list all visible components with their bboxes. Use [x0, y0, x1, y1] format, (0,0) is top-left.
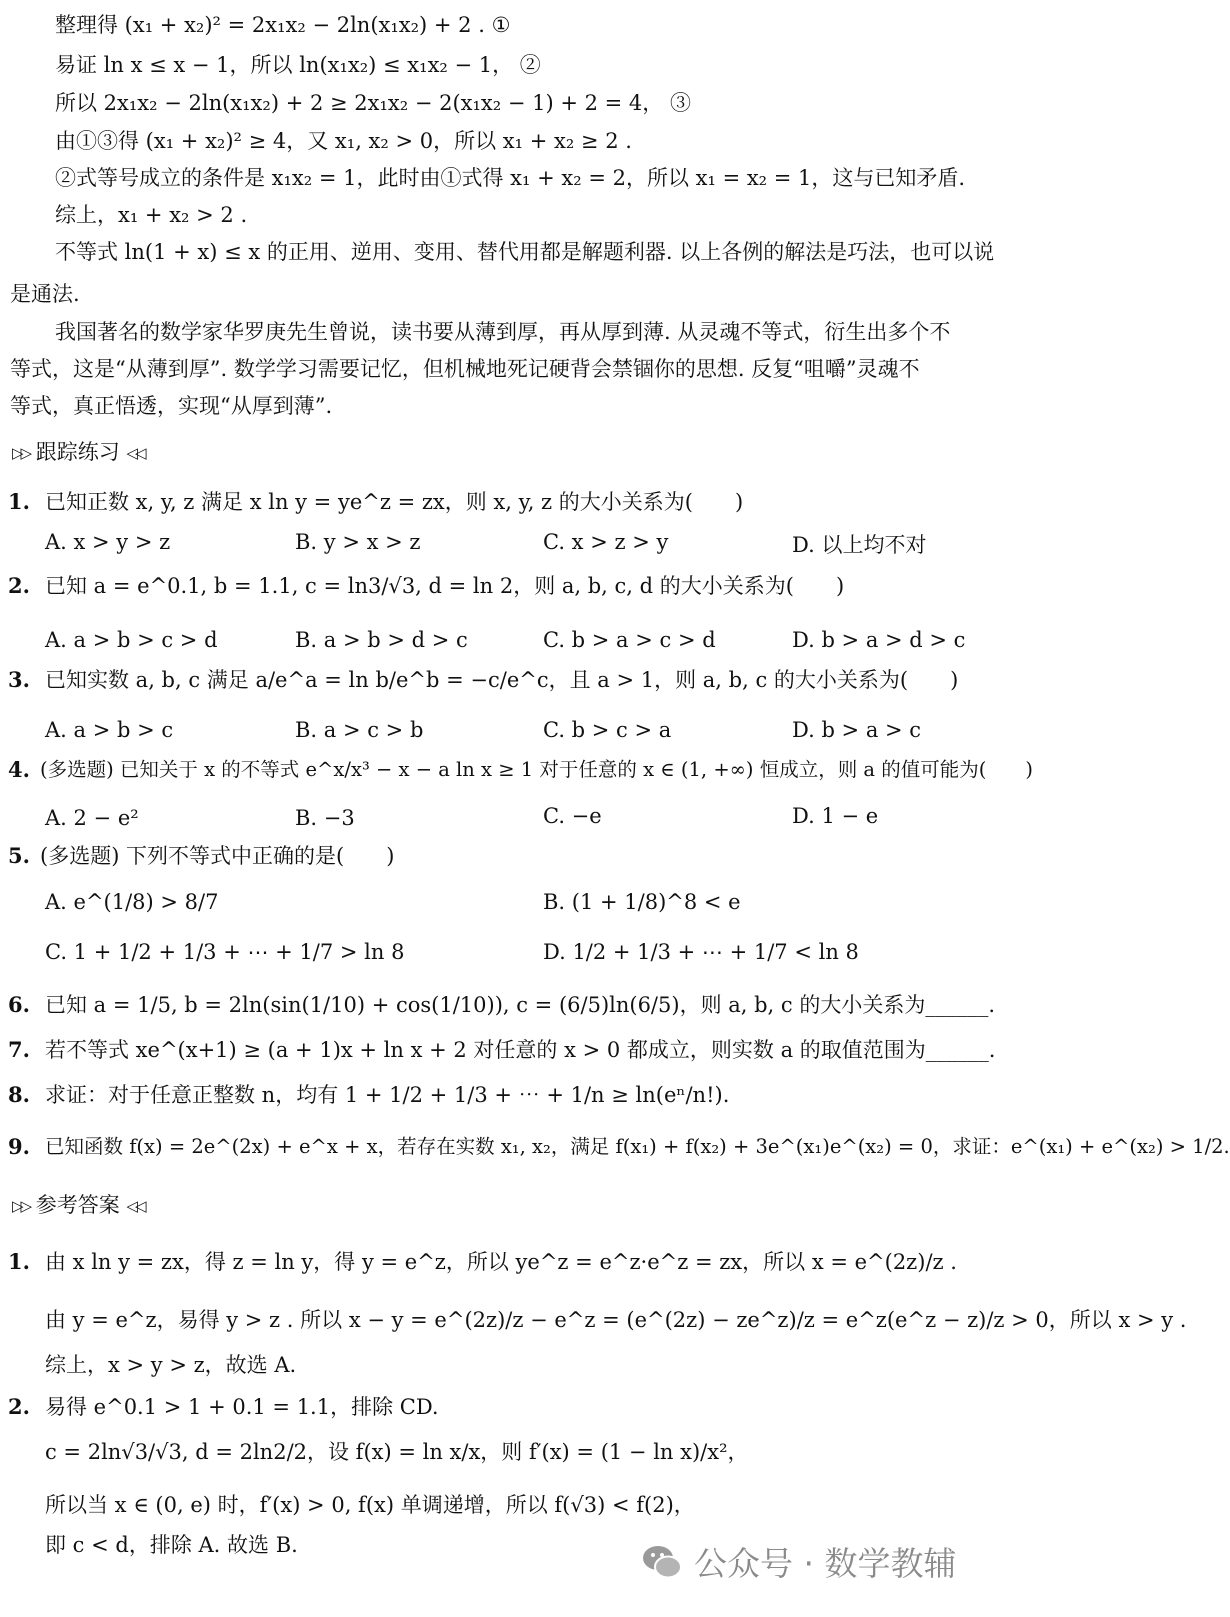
- intro-line-6: 综上，x₁ + x₂ > 2 .: [55, 203, 248, 227]
- watermark: [640, 1538, 956, 1585]
- problem-3-option-b: B. a > c > b: [295, 718, 424, 742]
- arrows-left-icon: ▷▷: [12, 444, 30, 462]
- problem-2-option-b: B. a > b > d > c: [295, 628, 468, 652]
- section-practice-title: 跟踪练习: [35, 440, 120, 464]
- answer-2-line-2: c = 2ln√3/√3, d = 2ln2/2，设 f(x) = ln x/x，则 f′(x) = (1 − ln x)/x²，: [45, 1440, 749, 1464]
- arrows-left-icon: ▷▷: [12, 1197, 30, 1215]
- problem-3-option-d: D. b > a > c: [792, 718, 922, 742]
- answer-2-line-4: 即 c < d，排除 A. 故选 B.: [45, 1533, 298, 1557]
- para1-line-1: 不等式 ln(1 + x) ≤ x 的正用、逆用、变用、替代用都是解题利器. 以上各例的解法是巧法，也可以说: [55, 240, 995, 264]
- problem-2-option-d: D. b > a > d > c: [792, 628, 966, 652]
- para2-line-3: 等式，真正悟透，实现“从厚到薄”.: [10, 394, 333, 418]
- problem-4-option-c: C. −e: [543, 804, 602, 828]
- arrows-right-icon: ◁◁: [126, 444, 144, 462]
- problem-2-text: 已知 a = e^0.1, b = 1.1, c = ln3/√3, d = ln 2，则 a, b, c, d 的大小关系为( ): [45, 574, 845, 598]
- problem-6-number: 6.: [8, 992, 30, 1017]
- problem-1-option-b: B. y > x > z: [295, 530, 421, 554]
- intro-line-3: 所以 2x₁x₂ − 2ln(x₁x₂) + 2 ≥ 2x₁x₂ − 2(x₁x₂ − 1) + 2 = 4， ③: [55, 91, 691, 115]
- para2-line-2: 等式，这是“从薄到厚”. 数学学习需要记忆，但机械地死记硬背会禁锢你的思想. 反复“咀嚼”灵魂不: [10, 357, 920, 381]
- problem-1-option-a: A. x > y > z: [45, 530, 171, 554]
- section-answers-heading: [12, 1190, 144, 1221]
- problem-4-number: 4.: [8, 757, 30, 782]
- answer-1-line-2: 由 y = e^z，易得 y > z . 所以 x − y = e^(2z)/z − e^z = (e^(2z) − ze^z)/z = e^z(e^z − z)/z > 0，所以 x > y .: [45, 1308, 1187, 1332]
- intro-line-5: ②式等号成立的条件是 x₁x₂ = 1，此时由①式得 x₁ + x₂ = 2，所以 x₁ = x₂ = 1，这与已知矛盾.: [55, 166, 966, 190]
- problem-1-option-c: C. x > z > y: [543, 530, 669, 554]
- problem-7-text: 若不等式 xe^(x+1) ≥ (a + 1)x + ln x + 2 对任意的 x > 0 都成立，则实数 a 的取值范围为______.: [45, 1038, 996, 1062]
- problem-8-number: 8.: [8, 1082, 30, 1107]
- problem-2-option-c: C. b > a > c > d: [543, 628, 716, 652]
- problem-9-number: 9.: [8, 1134, 30, 1159]
- section-answers-title: 参考答案: [35, 1193, 120, 1217]
- intro-line-4: 由①③得 (x₁ + x₂)² ≥ 4，又 x₁, x₂ > 0，所以 x₁ + x₂ ≥ 2 .: [55, 129, 632, 153]
- answer-1-number: 1.: [8, 1249, 30, 1274]
- problem-3-text: 已知实数 a, b, c 满足 a/e^a = ln b/e^b = −c/e^c，且 a > 1，则 a, b, c 的大小关系为( ): [45, 668, 959, 692]
- problem-5-option-d: D. 1/2 + 1/3 + ⋯ + 1/7 < ln 8: [543, 940, 859, 964]
- intro-line-2: 易证 ln x ≤ x − 1，所以 ln(x₁x₂) ≤ x₁x₂ − 1， ②: [55, 53, 541, 77]
- arrows-right-icon: ◁◁: [126, 1197, 144, 1215]
- problem-7-number: 7.: [8, 1037, 30, 1062]
- answer-1-line-3: 综上，x > y > z，故选 A.: [45, 1353, 297, 1377]
- problem-5-number: 5.: [8, 843, 30, 868]
- answer-2-line-1: 易得 e^0.1 > 1 + 0.1 = 1.1，排除 CD.: [45, 1395, 439, 1419]
- answer-1-line-1: 由 x ln y = zx，得 z = ln y，得 y = e^z，所以 ye^z = e^z·e^z = zx，所以 x = e^(2z)/z .: [45, 1250, 957, 1274]
- para2-line-1: 我国著名的数学家华罗庚先生曾说，读书要从薄到厚，再从厚到薄. 从灵魂不等式，衍生出多个不: [55, 320, 951, 344]
- problem-8-text: 求证：对于任意正整数 n，均有 1 + 1/2 + 1/3 + ⋯ + 1/n ≥ ln(eⁿ/n!).: [45, 1083, 730, 1107]
- problem-5-option-c: C. 1 + 1/2 + 1/3 + ⋯ + 1/7 > ln 8: [45, 940, 405, 964]
- answer-2-number: 2.: [8, 1394, 30, 1419]
- problem-9-text: 已知函数 f(x) = 2e^(2x) + e^x + x，若存在实数 x₁, x₂，满足 f(x₁) + f(x₂) + 3e^(x₁)e^(x₂) = 0，求证：e^(x₁) + e^(x₂) > 1/2.: [45, 1135, 1230, 1158]
- watermark-text: 公众号 · 数学教辅: [694, 1544, 957, 1583]
- problem-3-option-c: C. b > c > a: [543, 718, 672, 742]
- problem-3-number: 3.: [8, 667, 30, 692]
- intro-line-1: 整理得 (x₁ + x₂)² = 2x₁x₂ − 2ln(x₁x₂) + 2 . ①: [55, 13, 511, 37]
- problem-2-number: 2.: [8, 573, 30, 598]
- problem-5-text: (多选题) 下列不等式中正确的是( ): [40, 844, 395, 868]
- problem-2-option-a: A. a > b > c > d: [45, 628, 218, 652]
- problem-1-option-d: D. 以上均不对: [792, 533, 927, 557]
- wechat-logo-icon: [640, 1540, 684, 1584]
- problem-4-option-b: B. −3: [295, 806, 355, 830]
- problem-5-option-a: A. e^(1/8) > 8/7: [45, 890, 219, 914]
- problem-6-text: 已知 a = 1/5, b = 2ln(sin(1/10) + cos(1/10)), c = (6/5)ln(6/5)，则 a, b, c 的大小关系为______.: [45, 993, 996, 1017]
- problem-1-text: 已知正数 x, y, z 满足 x ln y = ye^z = zx，则 x, y, z 的大小关系为( ): [45, 490, 744, 514]
- answer-2-line-3: 所以当 x ∈ (0, e) 时，f′(x) > 0, f(x) 单调递增，所以 f(√3) < f(2)，: [45, 1493, 695, 1517]
- problem-4-option-d: D. 1 − e: [792, 804, 879, 828]
- problem-3-option-a: A. a > b > c: [45, 718, 174, 742]
- para1-line-2: 是通法.: [10, 282, 80, 306]
- section-practice-heading: [12, 437, 144, 468]
- problem-4-option-a: A. 2 − e²: [45, 806, 139, 830]
- problem-1-number: 1.: [8, 489, 30, 514]
- problem-4-text: (多选题) 已知关于 x 的不等式 e^x/x³ − x − a ln x ≥ 1 对于任意的 x ∈ (1, +∞) 恒成立，则 a 的值可能为( ): [40, 758, 1033, 781]
- problem-5-option-b: B. (1 + 1/8)^8 < e: [543, 890, 741, 914]
